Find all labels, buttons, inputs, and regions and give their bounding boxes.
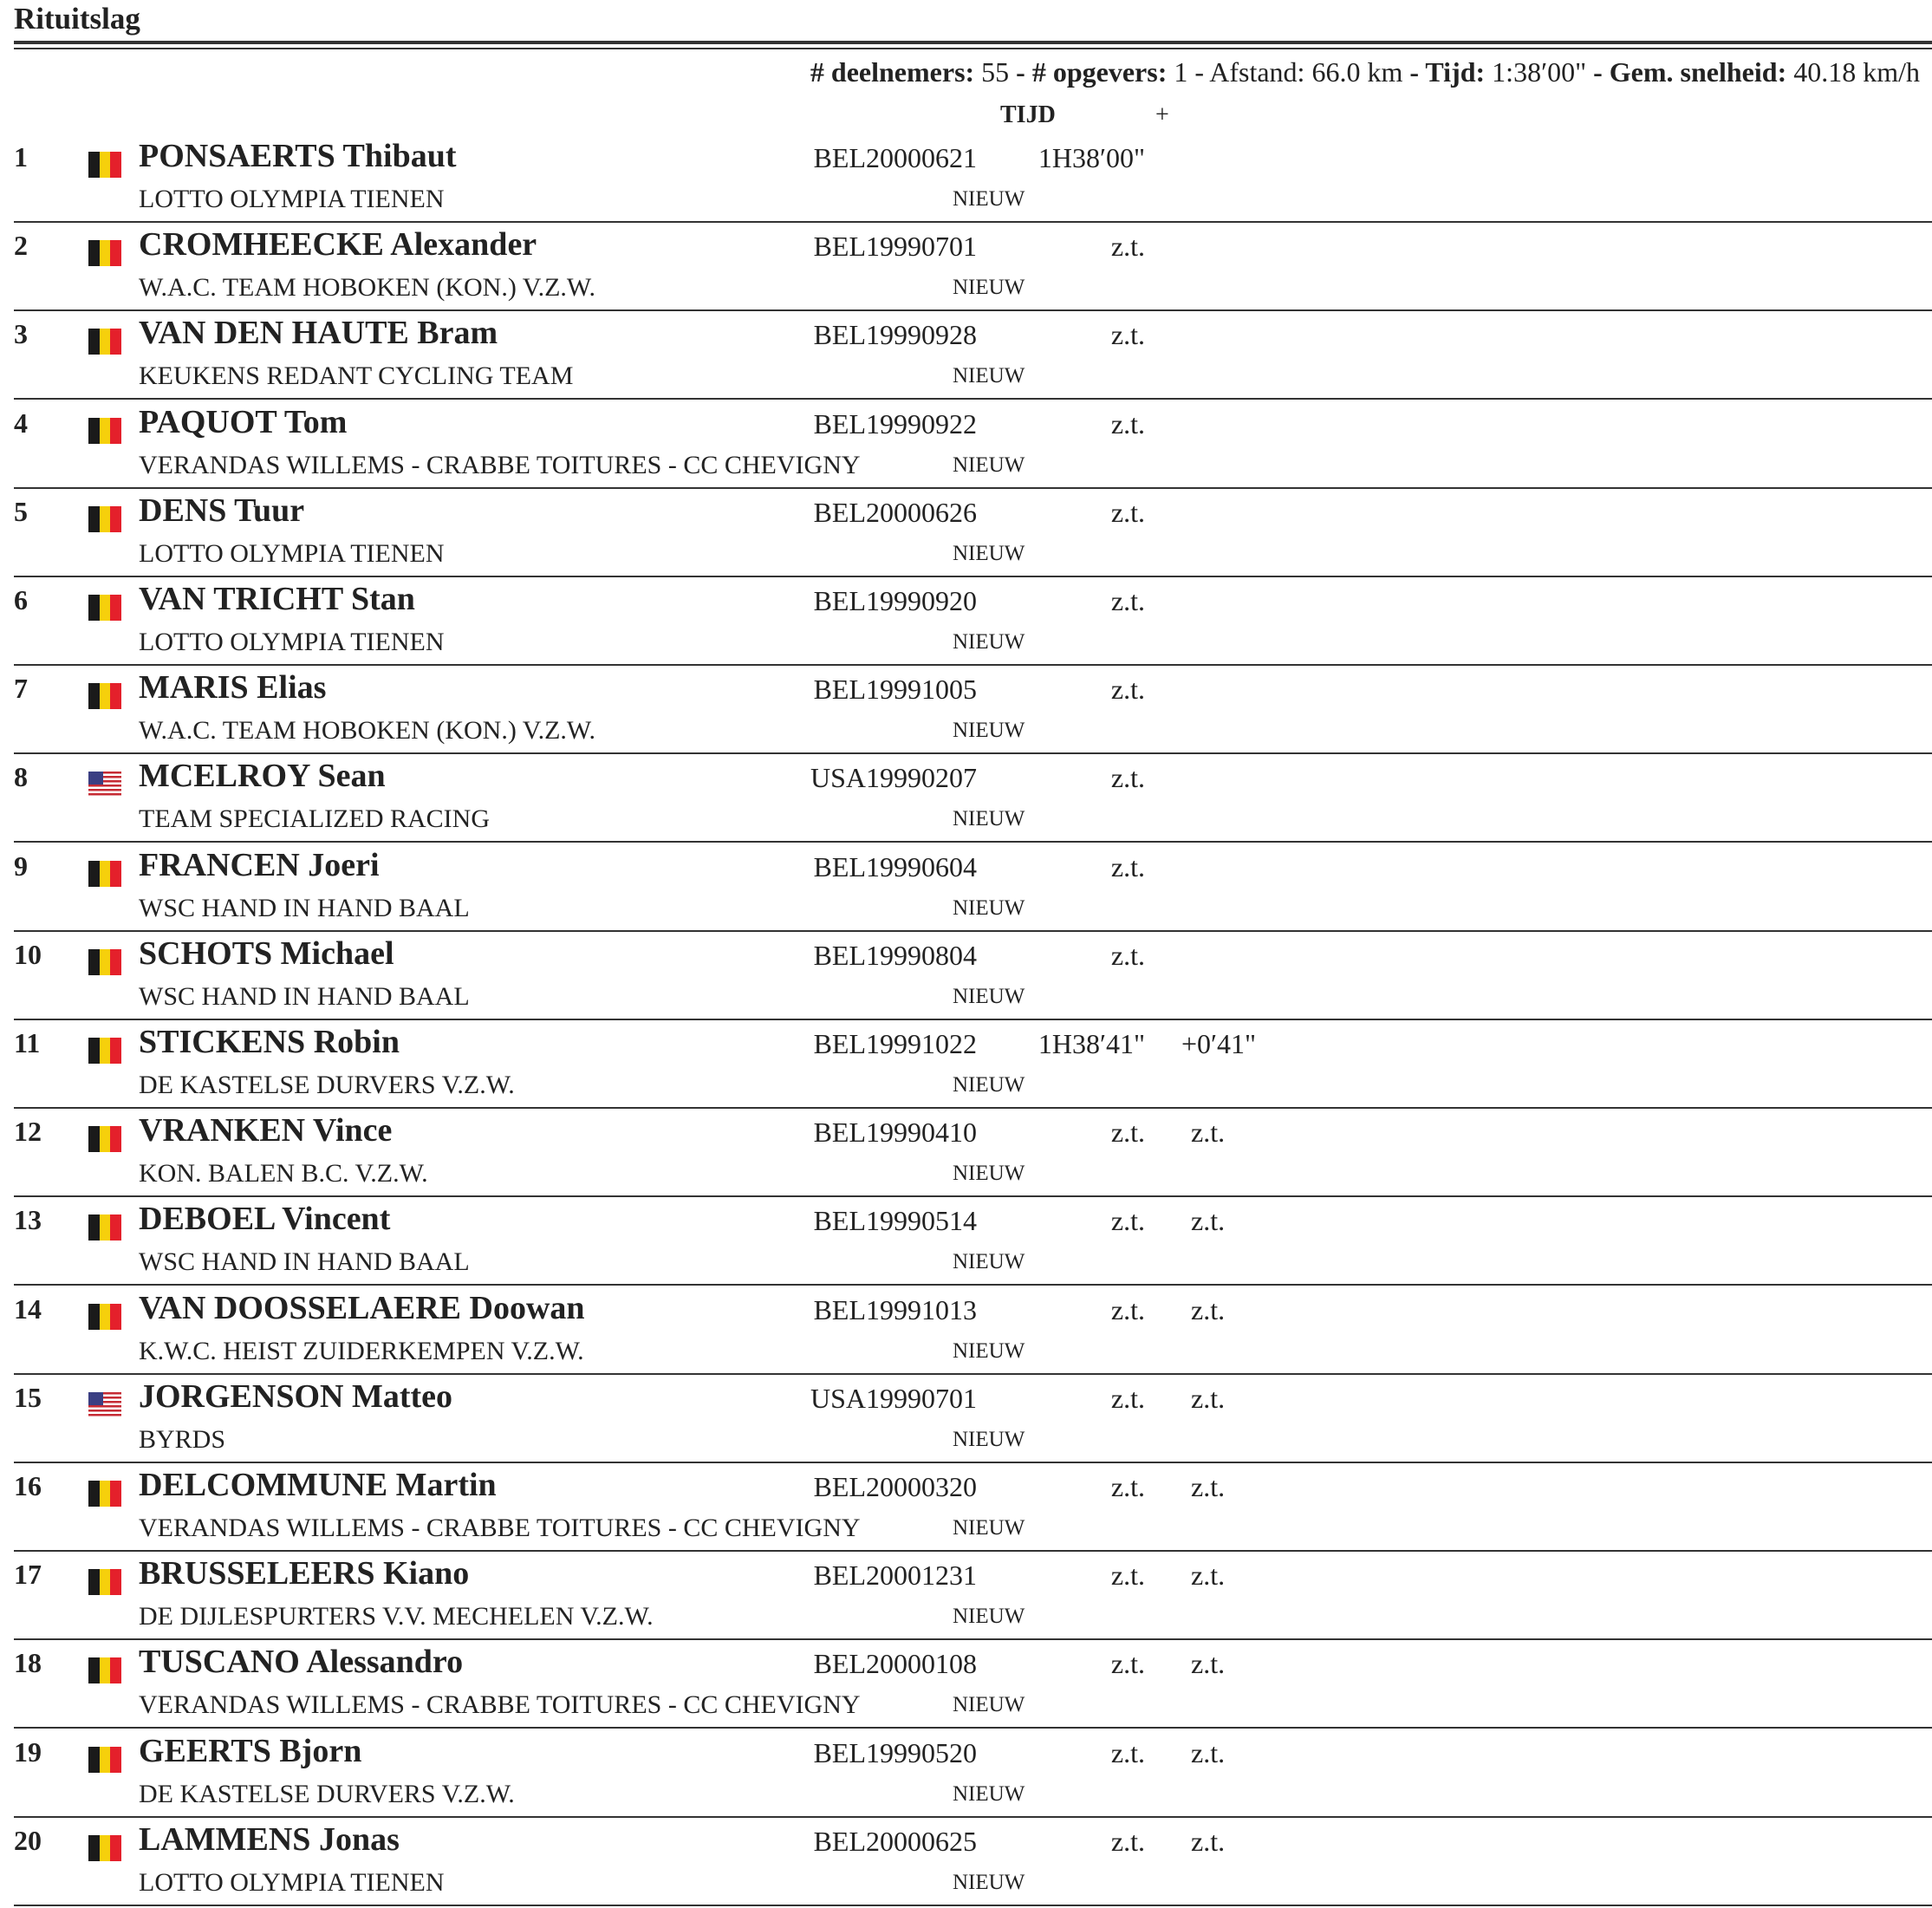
rider-name: LAMMENS Jonas	[139, 1820, 400, 1858]
finish-time: z.t.	[1110, 1560, 1145, 1592]
finish-time: z.t.	[1110, 319, 1145, 351]
status-label: NIEUW	[953, 1162, 1025, 1186]
race-summary	[810, 54, 1920, 90]
uci-id: BEL20000108	[813, 1648, 977, 1680]
time-gap: +0′41"	[1181, 1028, 1257, 1059]
belgium-flag-icon	[88, 1304, 121, 1330]
rank-number: 7	[14, 673, 28, 705]
snelheid-value: 40.18 km/h	[1793, 56, 1920, 88]
finish-time: z.t.	[1110, 1736, 1145, 1768]
team-name: VERANDAS WILLEMS - CRABBE TOITURES - CC CHEVIGNY	[139, 450, 861, 479]
result-row	[0, 1375, 1932, 1463]
status-label: NIEUW	[953, 1338, 1025, 1363]
team-name: W.A.C. TEAM HOBOKEN (KON.) V.Z.W.	[139, 716, 595, 746]
rank-number: 19	[14, 1735, 42, 1768]
result-row	[0, 400, 1932, 489]
uci-id: USA19990207	[810, 762, 977, 794]
status-label: NIEUW	[953, 1870, 1025, 1894]
team-name: DE KASTELSE DURVERS V.Z.W.	[139, 1071, 515, 1099]
belgium-flag-icon	[88, 1657, 121, 1683]
status-label: NIEUW	[953, 453, 1025, 477]
result-row	[0, 1640, 1932, 1729]
belgium-flag-icon	[88, 506, 121, 532]
header-rule-thin	[14, 48, 1932, 49]
result-row	[0, 223, 1932, 311]
uci-id: BEL19990920	[813, 585, 977, 616]
status-label: NIEUW	[953, 541, 1025, 565]
team-name: LOTTO OLYMPIA TIENEN	[139, 1867, 445, 1897]
team-name: KEUKENS REDANT CYCLING TEAM	[139, 361, 574, 391]
status-label: NIEUW	[953, 984, 1025, 1008]
uci-id: BEL19990701	[813, 231, 977, 263]
team-name: DE DIJLESPURTERS V.V. MECHELEN V.Z.W.	[139, 1602, 654, 1631]
snelheid-label: - Gem. snelheid:	[1593, 56, 1787, 88]
rider-name: MARIS Elias	[139, 669, 327, 707]
time-gap: z.t.	[1191, 1117, 1226, 1149]
status-label: NIEUW	[953, 187, 1025, 211]
finish-time: z.t.	[1110, 1205, 1145, 1237]
uci-id: BEL20000320	[813, 1471, 977, 1502]
rank-number: 2	[14, 230, 28, 262]
team-name: VERANDAS WILLEMS - CRABBE TOITURES - CC CHEVIGNY	[139, 1690, 861, 1720]
time-gap: z.t.	[1191, 1560, 1226, 1592]
rank-number: 10	[14, 938, 42, 970]
time-gap: z.t.	[1191, 1736, 1226, 1768]
status-label: NIEUW	[953, 1693, 1025, 1717]
result-row	[0, 1286, 1932, 1375]
belgium-flag-icon	[88, 1481, 121, 1507]
rank-number: 13	[14, 1204, 42, 1236]
uci-id: BEL20000625	[813, 1825, 977, 1857]
deelnemers-label: # deelnemers:	[810, 56, 975, 88]
rider-name: VAN DOOSSELAERE Doowan	[139, 1289, 585, 1326]
uci-id: BEL19991005	[813, 674, 977, 706]
rank-number: 8	[14, 761, 28, 793]
rank-number: 5	[14, 495, 28, 527]
team-name: WSC HAND IN HAND BAAL	[139, 981, 470, 1011]
result-row	[0, 577, 1932, 666]
uci-id: BEL20001231	[813, 1560, 977, 1592]
finish-time: z.t.	[1110, 407, 1145, 440]
rank-number: 18	[14, 1647, 42, 1679]
finish-time: z.t.	[1110, 1382, 1145, 1414]
belgium-flag-icon	[88, 1569, 121, 1595]
rider-name: PAQUOT Tom	[139, 403, 348, 440]
uci-id: BEL19990604	[813, 850, 977, 882]
rider-name: MCELROY Sean	[139, 758, 386, 795]
rider-name: GEERTS Bjorn	[139, 1732, 362, 1769]
team-name: LOTTO OLYMPIA TIENEN	[139, 185, 445, 213]
team-name: WSC HAND IN HAND BAAL	[139, 893, 470, 922]
team-name: WSC HAND IN HAND BAAL	[139, 1247, 470, 1277]
rider-name: DELCOMMUNE Martin	[139, 1467, 497, 1503]
rank-number: 14	[14, 1293, 42, 1325]
finish-time: z.t.	[1110, 1117, 1145, 1149]
belgium-flag-icon	[88, 329, 121, 355]
finish-time: z.t.	[1110, 939, 1145, 971]
finish-time: z.t.	[1110, 1648, 1145, 1680]
status-label: NIEUW	[953, 1605, 1025, 1629]
belgium-flag-icon	[88, 861, 121, 887]
team-name: KON. BALEN B.C. V.Z.W.	[139, 1159, 428, 1188]
rider-name: DEBOEL Vincent	[139, 1201, 391, 1238]
team-name: W.A.C. TEAM HOBOKEN (KON.) V.Z.W.	[139, 273, 595, 303]
status-label: NIEUW	[953, 1073, 1025, 1097]
header-rule-thick	[14, 41, 1932, 44]
status-label: NIEUW	[953, 630, 1025, 654]
rank-number: 17	[14, 1559, 42, 1591]
uci-id: BEL19991022	[813, 1028, 977, 1059]
belgium-flag-icon	[88, 240, 121, 266]
result-row	[0, 754, 1932, 843]
uci-id: BEL20000626	[813, 496, 977, 528]
rider-name: DENS Tuur	[139, 492, 305, 529]
team-name: LOTTO OLYMPIA TIENEN	[139, 538, 445, 568]
rank-number: 3	[14, 318, 28, 350]
finish-time: z.t.	[1110, 231, 1145, 263]
status-label: NIEUW	[953, 807, 1025, 831]
column-header-tijd: TIJD	[1000, 101, 1056, 128]
rank-number: 4	[14, 407, 28, 439]
team-name: K.W.C. HEIST ZUIDERKEMPEN V.Z.W.	[139, 1336, 584, 1365]
status-label: NIEUW	[953, 1516, 1025, 1540]
belgium-flag-icon	[88, 1835, 121, 1861]
time-gap: z.t.	[1191, 1205, 1226, 1237]
uci-id: BEL19990804	[813, 939, 977, 971]
rider-name: BRUSSELEERS Kiano	[139, 1555, 470, 1592]
rider-name: TUSCANO Alessandro	[139, 1644, 464, 1681]
usa-flag-icon	[88, 772, 121, 798]
finish-time: z.t.	[1110, 762, 1145, 794]
uci-id: BEL19990922	[813, 407, 977, 440]
team-name: LOTTO OLYMPIA TIENEN	[139, 628, 445, 656]
tijd-label: - Tijd:	[1409, 56, 1486, 88]
rank-number: 16	[14, 1470, 42, 1501]
rank-number: 1	[14, 141, 28, 173]
rider-name: SCHOTS Michael	[139, 934, 394, 972]
finish-time: z.t.	[1110, 496, 1145, 528]
team-name: DE KASTELSE DURVERS V.Z.W.	[139, 1779, 515, 1808]
column-header-plus: +	[1155, 101, 1169, 128]
uci-id: BEL20000621	[813, 142, 977, 173]
rider-name: FRANCEN Joeri	[139, 846, 380, 883]
opgevers-value: 1	[1174, 56, 1188, 88]
result-row	[0, 311, 1932, 400]
result-row	[0, 1197, 1932, 1286]
deelnemers-value: 55	[981, 56, 1010, 88]
belgium-flag-icon	[88, 418, 121, 444]
time-gap: z.t.	[1191, 1293, 1226, 1325]
rider-name: CROMHEECKE Alexander	[139, 226, 537, 264]
status-label: NIEUW	[953, 364, 1025, 388]
time-gap: z.t.	[1191, 1382, 1226, 1414]
result-row	[0, 666, 1932, 754]
rider-name: PONSAERTS Thibaut	[139, 138, 457, 174]
rank-number: 15	[14, 1381, 42, 1413]
result-row	[0, 1463, 1932, 1552]
belgium-flag-icon	[88, 1126, 121, 1152]
usa-flag-icon	[88, 1392, 121, 1418]
result-row	[0, 1818, 1932, 1906]
uci-id: BEL19990928	[813, 319, 977, 351]
rider-name: VAN TRICHT Stan	[139, 581, 415, 617]
time-gap: z.t.	[1191, 1648, 1226, 1680]
belgium-flag-icon	[88, 949, 121, 975]
result-row	[0, 134, 1932, 223]
result-row	[0, 1020, 1932, 1109]
belgium-flag-icon	[88, 1747, 121, 1773]
uci-id: BEL19991013	[813, 1293, 977, 1325]
finish-time: z.t.	[1110, 1471, 1145, 1502]
time-gap: z.t.	[1191, 1471, 1226, 1502]
finish-time: 1H38′41"	[1038, 1028, 1145, 1059]
team-name: TEAM SPECIALIZED RACING	[139, 804, 490, 834]
result-row	[0, 1109, 1932, 1197]
row-divider	[14, 1905, 1932, 1906]
result-row	[0, 843, 1932, 932]
opgevers-label: - # opgevers:	[1016, 56, 1168, 88]
uci-id: BEL19990514	[813, 1205, 977, 1237]
team-name: BYRDS	[139, 1424, 226, 1454]
rank-number: 20	[14, 1824, 42, 1856]
team-name: VERANDAS WILLEMS - CRABBE TOITURES - CC CHEVIGNY	[139, 1514, 861, 1542]
page-title: Rituitslag	[14, 2, 140, 36]
rank-number: 9	[14, 850, 28, 882]
result-row	[0, 1729, 1932, 1818]
finish-time: z.t.	[1110, 850, 1145, 882]
finish-time: z.t.	[1110, 585, 1145, 616]
rank-number: 11	[14, 1027, 41, 1058]
status-label: NIEUW	[953, 895, 1025, 920]
rider-name: JORGENSON Matteo	[139, 1377, 453, 1415]
belgium-flag-icon	[88, 683, 121, 709]
belgium-flag-icon	[88, 1214, 121, 1241]
belgium-flag-icon	[88, 152, 121, 178]
rank-number: 6	[14, 584, 28, 615]
result-row	[0, 489, 1932, 577]
uci-id: BEL19990520	[813, 1736, 977, 1768]
belgium-flag-icon	[88, 595, 121, 621]
status-label: NIEUW	[953, 719, 1025, 743]
rider-name: VRANKEN Vince	[139, 1112, 393, 1149]
tijd-value: 1:38′00"	[1492, 56, 1587, 88]
rider-name: VAN DEN HAUTE Bram	[139, 315, 498, 352]
finish-time: z.t.	[1110, 1825, 1145, 1857]
belgium-flag-icon	[88, 1038, 121, 1064]
time-gap: z.t.	[1191, 1825, 1226, 1857]
finish-time: 1H38′00"	[1038, 142, 1145, 173]
finish-time: z.t.	[1110, 674, 1145, 706]
rider-name: STICKENS Robin	[139, 1024, 400, 1060]
result-row	[0, 932, 1932, 1020]
status-label: NIEUW	[953, 276, 1025, 300]
result-row	[0, 1552, 1932, 1640]
uci-id: BEL19990410	[813, 1117, 977, 1149]
status-label: NIEUW	[953, 1250, 1025, 1274]
uci-id: USA19990701	[810, 1382, 977, 1414]
status-label: NIEUW	[953, 1781, 1025, 1806]
finish-time: z.t.	[1110, 1293, 1145, 1325]
afstand-text: - Afstand: 66.0 km	[1194, 56, 1403, 88]
rank-number: 12	[14, 1116, 42, 1148]
status-label: NIEUW	[953, 1427, 1025, 1451]
